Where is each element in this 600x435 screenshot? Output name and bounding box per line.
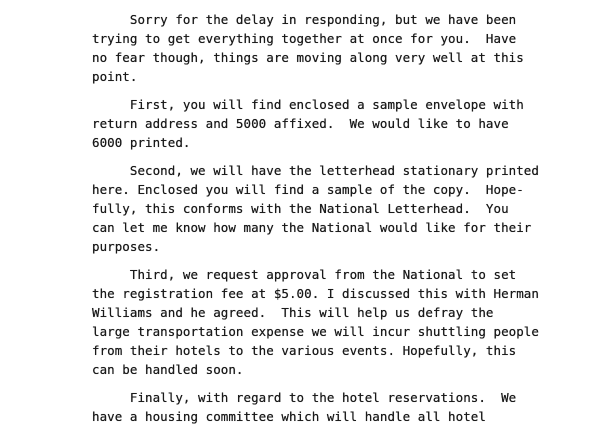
text-line: Third, we request approval from the National to set xyxy=(92,267,517,282)
text-line: 6000 printed. xyxy=(92,135,191,150)
text-line: have a housing committee which will handle all hotel xyxy=(92,409,486,424)
text-line: purposes. xyxy=(92,239,161,254)
text-line: here. Enclosed you will find a sample of the copy. Hope- xyxy=(92,182,524,197)
paragraph-delay xyxy=(92,10,592,86)
text-line: no fear though, things are moving along very well at this xyxy=(92,50,524,65)
text-line: can be handled soon. xyxy=(92,362,244,377)
text-line: large transportation expense we will incur shuttling people xyxy=(92,324,539,339)
text-line: Second, we will have the letterhead stationary printed xyxy=(92,163,539,178)
text-line: Sorry for the delay in responding, but we have been xyxy=(92,12,517,27)
text-line: the registration fee at $5.00. I discussed this with Herman xyxy=(92,286,539,301)
text-line: can let me know how many the National would like for their xyxy=(92,220,532,235)
paragraph-finally xyxy=(92,388,592,426)
paragraph-first xyxy=(92,95,592,152)
paragraph-second xyxy=(92,161,592,256)
text-line: trying to get everything together at once for you. Have xyxy=(92,31,517,46)
text-line: Finally, with regard to the hotel reservations. We xyxy=(92,390,517,405)
text-line: fully, this conforms with the National Letterhead. You xyxy=(92,201,509,216)
text-line: from their hotels to the various events. Hopefully, this xyxy=(92,343,517,358)
paragraph-third xyxy=(92,265,592,379)
text-line: point. xyxy=(92,69,138,84)
letter-body xyxy=(92,10,592,435)
text-line: Williams and he agreed. This will help us defray the xyxy=(92,305,494,320)
text-line: First, you will find enclosed a sample envelope with xyxy=(92,97,524,112)
text-line: return address and 5000 affixed. We would like to have xyxy=(92,116,509,131)
